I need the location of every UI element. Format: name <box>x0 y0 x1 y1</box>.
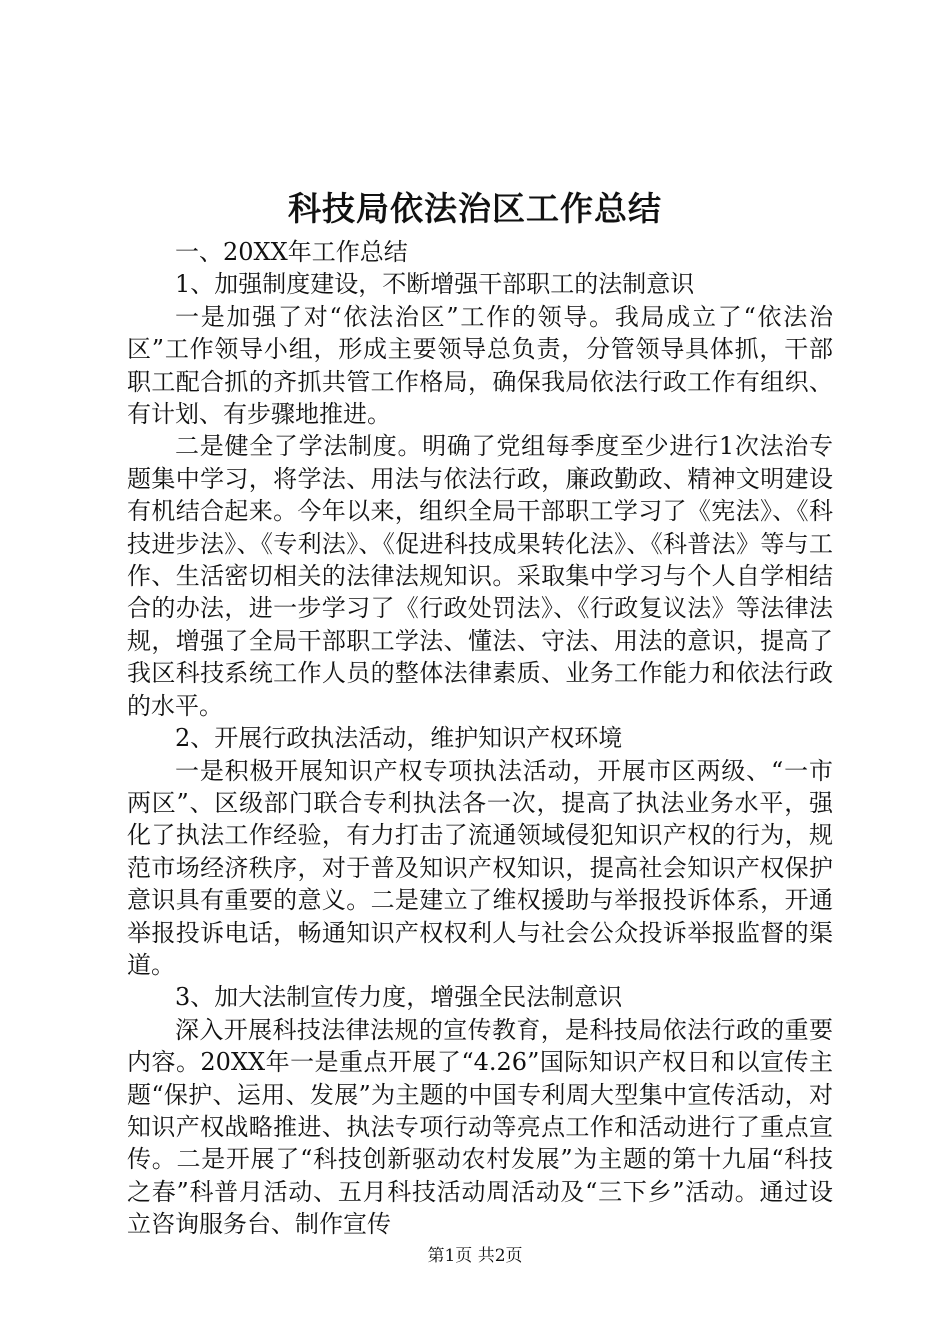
page-footer: 第1页 共2页 <box>427 1246 523 1266</box>
body-paragraph: 深入开展科技法律法规的宣传教育，是科技局依法行政的重要内容。20XX年一是重点开展了“4.26”国际知识产权日和以宣传主题“保护、运用、发展”为主题的中国专利周大型集中宣传活动，对知识产权战略推进、执法专项行动等亮点工作和活动进行了重点宣传。二是开展了“科技创新驱动农村发展”为主题的第十九届“科技之春”科普月活动、五月科技活动周活动及“三下乡”活动。通过设立咨询服务台、制作宣传 <box>127 1015 833 1239</box>
document-title: 科技局依法治区工作总结 <box>288 189 662 228</box>
body-paragraph: 二是健全了学法制度。明确了党组每季度至少进行1次法治专题集中学习，将学法、用法与依法行政，廉政勤政、精神文明建设有机结合起来。今年以来，组织全局干部职工学习了《宪法》、《科技进步法》、《专利法》、《促进科技成果转化法》、《科普法》等与工作、生活密切相关的法律法规知识。采取集中学习与个人自学相结合的办法，进一步学习了《行政处罚法》、《行政复议法》等法律法规，增强了全局干部职工学法、懂法、守法、用法的意识，提高了我区科技系统工作人员的整体法律素质、业务工作能力和依法行政的水平。 <box>127 432 833 720</box>
document-body <box>127 236 833 1241</box>
body-paragraph: 一是加强了对“依法治区”工作的领导。我局成立了“依法治区”工作领导小组，形成主要领导总负责，分管领导具体抓，干部职工配合抓的齐抓共管工作格局，确保我局依法行政工作有组织、有计划、有步骤地推进。 <box>127 302 833 429</box>
subsection-heading: 3、加大法制宣传力度，增强全民法制意识 <box>175 983 623 1012</box>
subsection-heading: 2、开展行政执法活动，维护知识产权环境 <box>175 724 623 753</box>
section-heading: 一、20XX年工作总结 <box>175 238 408 266</box>
subsection-heading: 1、加强制度建设，不断增强干部职工的法制意识 <box>175 270 695 299</box>
body-paragraph: 一是积极开展知识产权专项执法活动，开展市区两级、“一市两区”、区级部门联合专利执法各一次，提高了执法业务水平，强化了执法工作经验，有力打击了流通领域侵犯知识产权的行为，规范市场经济秩序，对于普及知识产权知识，提高社会知识产权保护意识具有重要的意义。二是建立了维权援助与举报投诉体系，开通举报投诉电话，畅通知识产权权利人与社会公众投诉举报监督的渠道。 <box>127 756 833 979</box>
